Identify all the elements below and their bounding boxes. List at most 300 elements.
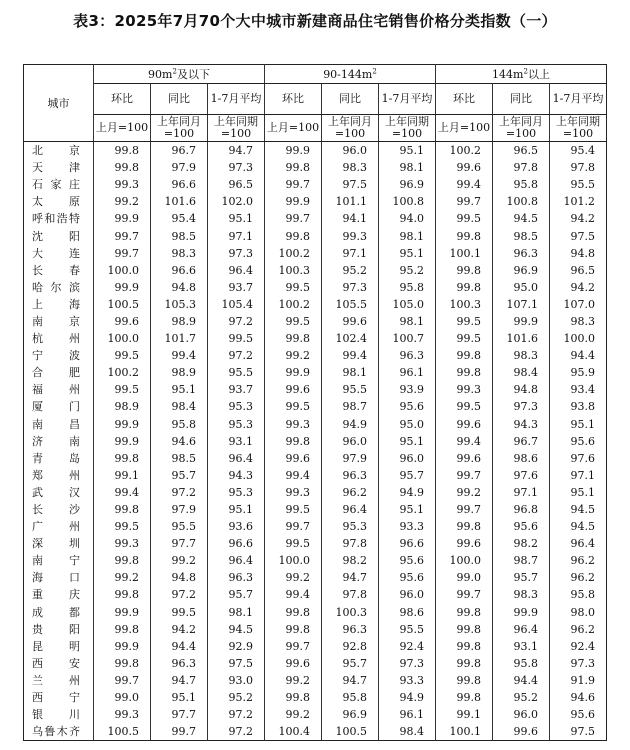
base-header-mom: 上月=100 (94, 115, 151, 142)
table-row (24, 279, 607, 296)
index-value: 95.5 (379, 621, 436, 638)
index-value: 99.3 (265, 416, 322, 433)
index-value: 97.9 (151, 501, 208, 518)
base-header-yoy: 上年同月=100 (151, 115, 208, 142)
sub-header-yoy: 同比 (322, 84, 379, 115)
index-value: 96.3 (322, 621, 379, 638)
city-name: 厦门 (24, 398, 94, 415)
index-value: 99.8 (436, 518, 493, 535)
index-value: 96.9 (493, 262, 550, 279)
index-value: 99.0 (94, 689, 151, 706)
index-value: 99.2 (436, 484, 493, 501)
sub-header-mom: 环比 (436, 84, 493, 115)
index-value: 101.1 (322, 193, 379, 210)
index-value: 93.8 (550, 398, 607, 415)
index-value: 99.8 (94, 586, 151, 603)
index-value: 96.9 (322, 706, 379, 723)
index-value: 99.4 (94, 484, 151, 501)
index-value: 97.3 (208, 245, 265, 262)
index-value: 97.3 (379, 655, 436, 672)
index-value: 95.3 (208, 484, 265, 501)
index-value: 92.9 (208, 638, 265, 655)
index-value: 100.5 (94, 723, 151, 741)
index-value: 96.2 (550, 621, 607, 638)
index-value: 98.7 (493, 552, 550, 569)
index-value: 94.9 (322, 416, 379, 433)
index-value: 96.6 (151, 176, 208, 193)
table-row (24, 398, 607, 415)
index-value: 98.4 (493, 364, 550, 381)
index-value: 99.8 (265, 330, 322, 347)
index-value: 98.7 (322, 398, 379, 415)
index-value: 107.1 (493, 296, 550, 313)
index-value: 99.7 (151, 723, 208, 741)
index-value: 100.8 (379, 193, 436, 210)
index-value: 93.1 (493, 638, 550, 655)
index-value: 99.4 (322, 347, 379, 364)
index-value: 99.1 (94, 467, 151, 484)
index-value: 99.9 (265, 193, 322, 210)
city-name: 海口 (24, 569, 94, 586)
index-value: 97.3 (208, 159, 265, 176)
index-value: 105.3 (151, 296, 208, 313)
index-value: 98.5 (151, 450, 208, 467)
index-value: 95.2 (208, 689, 265, 706)
index-value: 94.1 (322, 210, 379, 227)
index-value: 96.5 (550, 262, 607, 279)
city-name: 昆明 (24, 638, 94, 655)
index-value: 99.5 (208, 330, 265, 347)
index-value: 95.8 (151, 416, 208, 433)
index-value: 96.6 (151, 262, 208, 279)
index-value: 95.5 (322, 381, 379, 398)
city-name: 北京 (24, 142, 94, 160)
index-value: 95.1 (208, 501, 265, 518)
index-value: 96.3 (493, 245, 550, 262)
city-name: 青岛 (24, 450, 94, 467)
index-value: 95.4 (550, 142, 607, 160)
index-value: 99.9 (94, 416, 151, 433)
index-value: 100.3 (322, 604, 379, 621)
index-value: 99.3 (265, 484, 322, 501)
index-value: 94.4 (151, 638, 208, 655)
index-value: 99.7 (436, 501, 493, 518)
index-value: 99.5 (436, 330, 493, 347)
index-value: 99.3 (94, 176, 151, 193)
index-value: 100.3 (436, 296, 493, 313)
index-value: 99.7 (94, 245, 151, 262)
city-name: 广州 (24, 518, 94, 535)
index-value: 96.0 (322, 433, 379, 450)
table-header (24, 65, 607, 142)
index-value: 97.5 (550, 227, 607, 244)
index-value: 97.9 (151, 159, 208, 176)
index-value: 93.6 (208, 518, 265, 535)
index-value: 99.5 (265, 501, 322, 518)
index-value: 99.6 (265, 450, 322, 467)
index-value: 94.4 (493, 672, 550, 689)
index-value: 97.8 (550, 159, 607, 176)
index-value: 98.5 (151, 227, 208, 244)
table-row (24, 552, 607, 569)
city-name: 贵阳 (24, 621, 94, 638)
table-row (24, 689, 607, 706)
index-value: 99.2 (265, 347, 322, 364)
city-name: 成都 (24, 604, 94, 621)
index-value: 95.7 (208, 586, 265, 603)
index-value: 101.7 (151, 330, 208, 347)
city-name: 深圳 (24, 535, 94, 552)
city-name: 郑州 (24, 467, 94, 484)
index-value: 99.8 (265, 621, 322, 638)
index-value: 101.6 (151, 193, 208, 210)
index-value: 96.8 (493, 501, 550, 518)
index-value: 93.7 (208, 381, 265, 398)
index-value: 96.0 (379, 450, 436, 467)
index-value: 99.5 (265, 535, 322, 552)
city-name: 西宁 (24, 689, 94, 706)
index-value: 95.6 (379, 398, 436, 415)
index-value: 97.1 (208, 227, 265, 244)
index-value: 100.5 (322, 723, 379, 741)
table-row (24, 535, 607, 552)
index-value: 95.2 (493, 689, 550, 706)
index-value: 99.9 (493, 604, 550, 621)
index-value: 99.8 (436, 672, 493, 689)
index-value: 95.0 (379, 416, 436, 433)
index-value: 98.1 (322, 364, 379, 381)
index-value: 99.8 (94, 142, 151, 160)
index-value: 99.6 (265, 381, 322, 398)
index-value: 97.9 (322, 450, 379, 467)
city-name: 乌鲁木齐 (24, 723, 94, 741)
index-value: 97.5 (208, 655, 265, 672)
table-row (24, 347, 607, 364)
index-value: 93.3 (379, 672, 436, 689)
index-value: 95.6 (379, 569, 436, 586)
index-value: 99.8 (94, 450, 151, 467)
index-value: 102.4 (322, 330, 379, 347)
index-value: 100.1 (436, 723, 493, 741)
sub-header-mom: 环比 (94, 84, 151, 115)
table-row (24, 330, 607, 347)
index-value: 99.8 (94, 501, 151, 518)
index-value: 97.8 (322, 535, 379, 552)
base-header-avg: 上年同期=100 (208, 115, 265, 142)
city-name: 沈阳 (24, 227, 94, 244)
base-header-mom: 上月=100 (265, 115, 322, 142)
index-value: 96.6 (208, 535, 265, 552)
city-name: 哈尔滨 (24, 279, 94, 296)
index-value: 95.5 (151, 518, 208, 535)
index-value: 98.4 (379, 723, 436, 741)
index-value: 100.2 (265, 245, 322, 262)
index-value: 99.7 (436, 586, 493, 603)
table-row (24, 655, 607, 672)
city-name: 太原 (24, 193, 94, 210)
city-name: 合肥 (24, 364, 94, 381)
index-value: 97.3 (550, 655, 607, 672)
index-value: 94.2 (550, 210, 607, 227)
index-value: 100.0 (265, 552, 322, 569)
index-value: 99.8 (265, 159, 322, 176)
index-value: 99.3 (94, 535, 151, 552)
index-value: 99.8 (265, 433, 322, 450)
index-value: 99.8 (94, 552, 151, 569)
index-value: 97.8 (322, 586, 379, 603)
index-value: 96.3 (151, 655, 208, 672)
index-value: 99.8 (265, 227, 322, 244)
index-value: 99.8 (436, 621, 493, 638)
city-name: 福州 (24, 381, 94, 398)
city-name: 宁波 (24, 347, 94, 364)
table-row (24, 604, 607, 621)
table-row (24, 450, 607, 467)
index-value: 99.2 (94, 193, 151, 210)
index-value: 96.7 (151, 142, 208, 160)
index-value: 98.1 (208, 604, 265, 621)
index-value: 94.7 (151, 672, 208, 689)
table-row (24, 706, 607, 723)
index-value: 95.8 (493, 655, 550, 672)
table-row (24, 518, 607, 535)
table-row (24, 245, 607, 262)
index-value: 99.7 (94, 672, 151, 689)
index-value: 99.8 (265, 604, 322, 621)
index-value: 100.2 (436, 142, 493, 160)
index-value: 99.9 (493, 313, 550, 330)
index-value: 95.2 (379, 262, 436, 279)
table-row (24, 638, 607, 655)
index-value: 99.3 (436, 381, 493, 398)
index-value: 100.0 (436, 552, 493, 569)
index-value: 97.3 (493, 398, 550, 415)
index-value: 97.2 (208, 706, 265, 723)
city-name: 兰州 (24, 672, 94, 689)
sub-header-avg: 1-7月平均 (208, 84, 265, 115)
index-value: 99.5 (94, 381, 151, 398)
table-row (24, 381, 607, 398)
index-value: 96.1 (379, 706, 436, 723)
index-value: 99.4 (436, 176, 493, 193)
index-value: 95.5 (550, 176, 607, 193)
index-value: 94.7 (322, 672, 379, 689)
index-value: 99.3 (94, 706, 151, 723)
index-value: 97.3 (322, 279, 379, 296)
index-value: 99.9 (265, 142, 322, 160)
index-value: 99.9 (94, 604, 151, 621)
index-value: 99.8 (436, 262, 493, 279)
index-value: 95.5 (208, 364, 265, 381)
index-value: 93.7 (208, 279, 265, 296)
city-name: 上海 (24, 296, 94, 313)
index-value: 94.8 (493, 381, 550, 398)
city-name: 武汉 (24, 484, 94, 501)
index-value: 92.4 (550, 638, 607, 655)
index-value: 98.6 (493, 450, 550, 467)
index-value: 100.8 (493, 193, 550, 210)
index-value: 96.1 (379, 364, 436, 381)
index-value: 93.9 (379, 381, 436, 398)
index-value: 98.6 (379, 604, 436, 621)
sub-header-avg: 1-7月平均 (550, 84, 607, 115)
base-header-mom: 上月=100 (436, 115, 493, 142)
index-value: 99.4 (151, 347, 208, 364)
index-value: 95.1 (550, 416, 607, 433)
city-name: 天津 (24, 159, 94, 176)
index-value: 94.5 (493, 210, 550, 227)
index-value: 99.6 (436, 450, 493, 467)
index-value: 99.8 (265, 689, 322, 706)
index-value: 96.2 (550, 569, 607, 586)
index-value: 96.4 (322, 501, 379, 518)
table-row (24, 484, 607, 501)
index-value: 99.9 (265, 364, 322, 381)
table-title: 表3：2025年7月70个大中城市新建商品住宅销售价格分类指数（一） (73, 12, 557, 30)
index-value: 95.7 (322, 655, 379, 672)
index-value: 99.7 (265, 176, 322, 193)
index-value: 99.8 (436, 364, 493, 381)
index-value: 107.0 (550, 296, 607, 313)
index-value: 96.3 (322, 467, 379, 484)
index-value: 92.4 (379, 638, 436, 655)
index-value: 95.7 (151, 467, 208, 484)
index-value: 95.9 (550, 364, 607, 381)
index-value: 95.3 (322, 518, 379, 535)
index-value: 99.6 (436, 535, 493, 552)
index-value: 98.3 (493, 347, 550, 364)
index-value: 99.7 (265, 210, 322, 227)
index-value: 99.5 (265, 279, 322, 296)
index-value: 95.1 (379, 433, 436, 450)
index-value: 94.2 (550, 279, 607, 296)
city-name: 石家庄 (24, 176, 94, 193)
index-value: 95.3 (208, 398, 265, 415)
index-value: 99.8 (94, 621, 151, 638)
index-value: 95.6 (493, 518, 550, 535)
index-value: 97.2 (208, 313, 265, 330)
index-value: 99.7 (94, 227, 151, 244)
index-value: 99.8 (436, 655, 493, 672)
index-value: 99.5 (94, 347, 151, 364)
index-value: 95.6 (550, 706, 607, 723)
table-row (24, 723, 607, 741)
index-value: 99.2 (94, 569, 151, 586)
index-value: 97.7 (151, 706, 208, 723)
table-row (24, 501, 607, 518)
index-value: 96.3 (379, 347, 436, 364)
table-row (24, 176, 607, 193)
index-value: 99.7 (265, 638, 322, 655)
index-value: 99.8 (94, 655, 151, 672)
table-row (24, 672, 607, 689)
index-value: 99.5 (436, 210, 493, 227)
index-value: 95.1 (151, 381, 208, 398)
city-name: 西安 (24, 655, 94, 672)
index-value: 99.8 (436, 227, 493, 244)
index-value: 98.1 (379, 159, 436, 176)
group-header-large: $144m^2$以上 (436, 65, 607, 84)
table-row (24, 416, 607, 433)
index-value: 95.8 (493, 176, 550, 193)
index-value: 94.8 (151, 569, 208, 586)
index-value: 94.6 (151, 433, 208, 450)
table-row (24, 569, 607, 586)
index-value: 98.5 (493, 227, 550, 244)
city-name: 杭州 (24, 330, 94, 347)
index-value: 95.8 (550, 586, 607, 603)
base-header-avg: 上年同期=100 (550, 115, 607, 142)
table-row (24, 210, 607, 227)
base-header-yoy: 上年同月=100 (493, 115, 550, 142)
index-value: 97.2 (208, 347, 265, 364)
index-value: 99.4 (436, 433, 493, 450)
index-value: 99.7 (436, 467, 493, 484)
index-value: 102.0 (208, 193, 265, 210)
index-value: 93.4 (550, 381, 607, 398)
index-value: 99.2 (265, 706, 322, 723)
group-header-medium: $90-144m^2$ (265, 65, 436, 84)
base-header-yoy: 上年同月=100 (322, 115, 379, 142)
index-value: 97.2 (151, 586, 208, 603)
index-value: 94.5 (550, 501, 607, 518)
index-value: 97.6 (550, 450, 607, 467)
index-value: 99.4 (265, 586, 322, 603)
sub-header-avg: 1-7月平均 (379, 84, 436, 115)
index-value: 99.6 (265, 655, 322, 672)
index-value: 97.8 (493, 159, 550, 176)
index-value: 98.3 (151, 245, 208, 262)
index-value: 98.1 (379, 313, 436, 330)
index-value: 96.7 (493, 433, 550, 450)
index-value: 98.9 (151, 364, 208, 381)
index-value: 95.6 (379, 552, 436, 569)
index-value: 94.7 (322, 569, 379, 586)
index-value: 98.1 (379, 227, 436, 244)
index-value: 99.4 (265, 467, 322, 484)
index-value: 95.7 (379, 467, 436, 484)
index-value: 99.8 (436, 347, 493, 364)
index-value: 96.9 (379, 176, 436, 193)
index-value: 91.9 (550, 672, 607, 689)
index-value: 95.4 (151, 210, 208, 227)
index-value: 92.8 (322, 638, 379, 655)
city-name: 呼和浩特 (24, 210, 94, 227)
index-value: 99.7 (436, 193, 493, 210)
index-value: 99.6 (436, 416, 493, 433)
index-value: 94.3 (493, 416, 550, 433)
table-body (24, 142, 607, 741)
table-row (24, 193, 607, 210)
table-row (24, 467, 607, 484)
city-name: 南京 (24, 313, 94, 330)
index-value: 98.0 (550, 604, 607, 621)
index-value: 98.3 (493, 586, 550, 603)
city-name: 重庆 (24, 586, 94, 603)
index-value: 96.4 (550, 535, 607, 552)
index-value: 96.4 (208, 552, 265, 569)
index-value: 95.1 (379, 501, 436, 518)
city-name: 大连 (24, 245, 94, 262)
index-value: 97.7 (151, 535, 208, 552)
index-value: 100.2 (265, 296, 322, 313)
index-value: 98.3 (550, 313, 607, 330)
index-value: 100.7 (379, 330, 436, 347)
city-name: 济南 (24, 433, 94, 450)
index-value: 93.1 (208, 433, 265, 450)
index-value: 100.5 (94, 296, 151, 313)
price-index-table (23, 64, 607, 741)
